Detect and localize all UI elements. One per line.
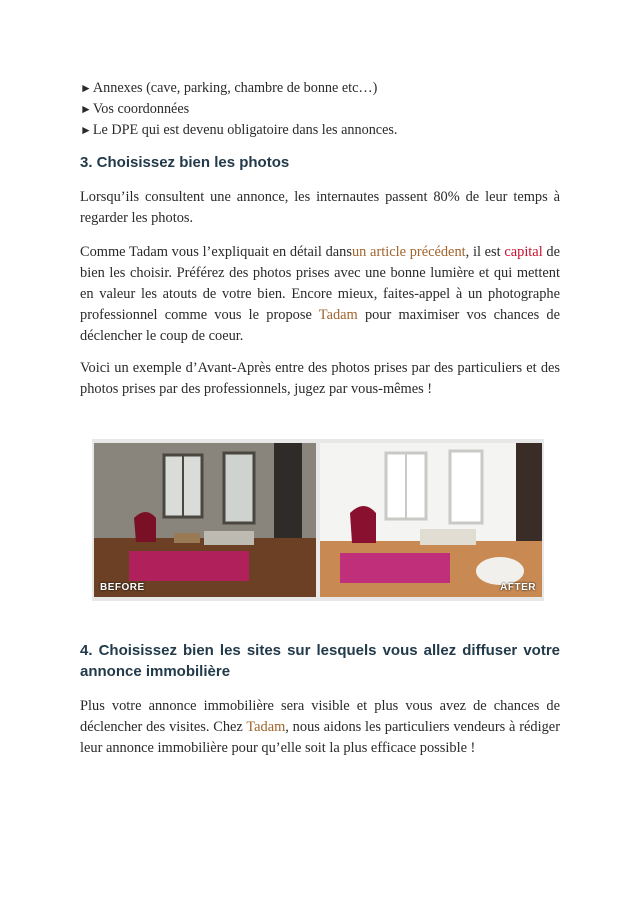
document-page: [80, 78, 560, 756]
bullet-item: ►Annexes (cave, parking, chambre de bonne etc…): [80, 80, 378, 96]
link-tadam[interactable]: Tadam: [246, 719, 286, 735]
paragraph-sites: Plus votre annonce immobilière sera visible et plus vous avez de chances de déclencher des visites. Chez Tadam, nous aidons les particuliers vendeurs à rédiger leur annonce immobilière pour qu’elle soit la plus efficace possible !: [80, 698, 560, 756]
after-photo: [320, 443, 542, 597]
after-room-illustration: [320, 443, 542, 597]
paragraph-before-after: Voici un exemple d’Avant-Après entre des photos prises par des particuliers et des photos prises par des professionnels, jugez par vous-mêmes !: [80, 360, 560, 397]
section-heading-photos: 3. Choisissez bien les photos: [80, 154, 290, 171]
before-photo: [94, 443, 316, 597]
before-after-photo: [92, 439, 544, 601]
bullet-item: ►Le DPE qui est devenu obligatoire dans les annonces.: [80, 122, 398, 138]
link-tadam[interactable]: Tadam: [318, 307, 358, 323]
bullet-list: [80, 78, 560, 141]
section-heading-sites: 4. Choisissez bien les sites sur lesquels vous allez diffuser votre annonce immobilière: [80, 642, 560, 680]
triangle-bullet-icon: ►: [80, 123, 92, 137]
triangle-bullet-icon: ►: [80, 81, 92, 95]
triangle-bullet-icon: ►: [80, 102, 92, 116]
paragraph-photos-intro: Lorsqu’ils consultent une annonce, les internautes passent 80% de leur temps à regarder les photos.: [80, 189, 560, 226]
before-label: BEFORE: [100, 582, 145, 593]
after-label: AFTER: [500, 582, 536, 593]
link-previous-article[interactable]: un article précédent: [351, 244, 466, 260]
bullet-item: ►Vos coordonnées: [80, 101, 190, 117]
paragraph-photos-advice: Comme Tadam vous l’expliquait en détail dansun article précédent, il est capital de bien les choisir. Préférez des photos prises avec une bonne lumière et qui mettent en valeur les atouts de votre bien. Encore mieux, faites-appel à un photographe professionnel comme vous le propose Tadam pour maximiser vos chances de déclencher le coup de coeur.: [80, 244, 560, 344]
before-room-illustration: [94, 443, 316, 597]
link-capital[interactable]: capital: [504, 244, 543, 260]
